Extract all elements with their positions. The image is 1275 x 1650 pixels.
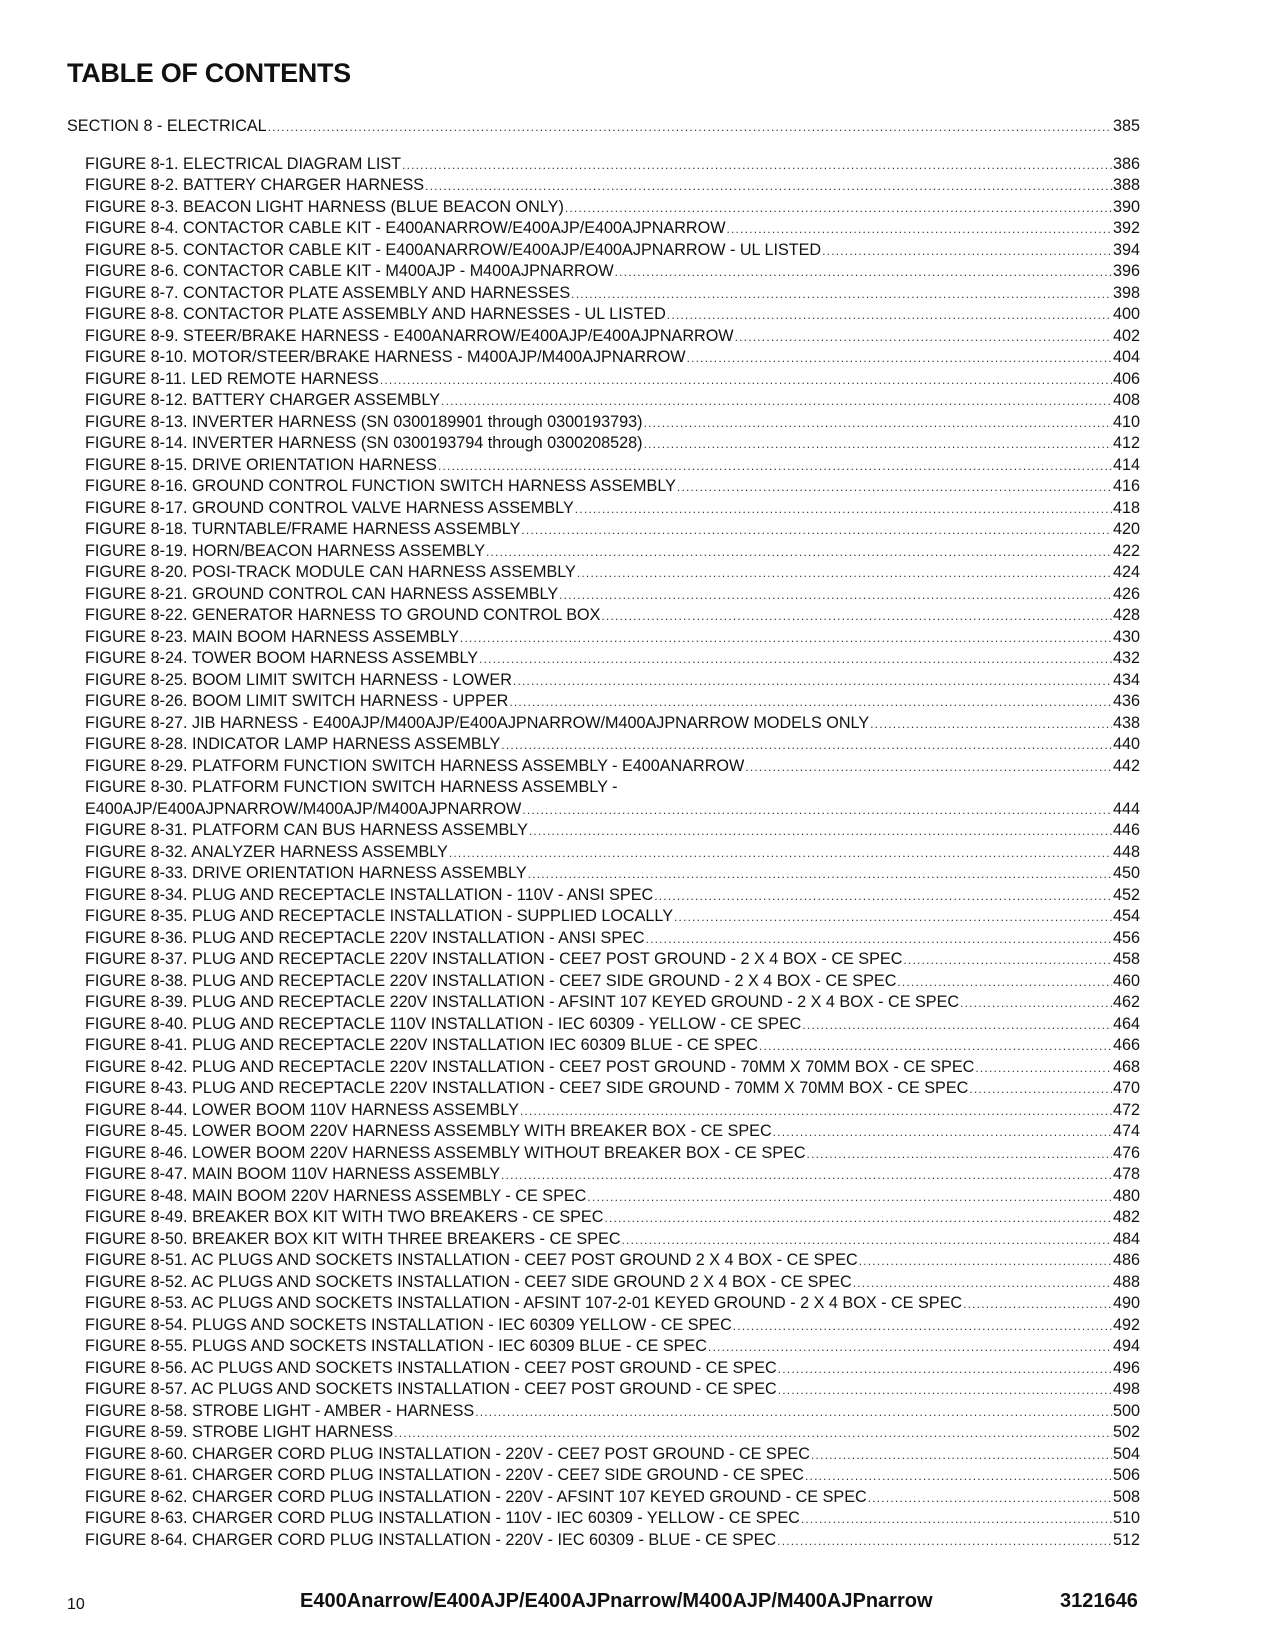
toc-figure-entry[interactable] — [67, 261, 1140, 283]
toc-entry-page: 432 — [1112, 649, 1140, 667]
toc-entry-page: 488 — [1112, 1272, 1140, 1291]
toc-leader-dots — [778, 1359, 1112, 1381]
toc-entry-page: 450 — [1112, 864, 1140, 882]
toc-leader-dots — [654, 886, 1112, 908]
toc-entry-label: FIGURE 8-35. PLUG AND RECEPTACLE INSTALLATION - SUPPLIED LOCALLY — [85, 907, 674, 925]
toc-leader-dots — [853, 1273, 1112, 1295]
toc-leader-dots — [380, 370, 1112, 392]
toc-entry-page: 392 — [1112, 219, 1140, 237]
toc-leader-dots — [587, 1187, 1112, 1209]
toc-entry-page: 412 — [1112, 434, 1140, 452]
toc-figure-entry[interactable] — [67, 949, 1140, 971]
toc-entry-label: FIGURE 8-13. INVERTER HARNESS (SN 0300189901 through 0300193793) — [85, 412, 643, 431]
footer-models: E400Anarrow/E400AJP/E400AJPnarrow/M400AJP/M400AJPnarrow — [300, 1590, 933, 1612]
toc-leader-dots — [759, 1036, 1112, 1058]
toc-figure-entry[interactable] — [67, 734, 1140, 756]
toc-entry-label: FIGURE 8-12. BATTERY CHARGER ASSEMBLY — [85, 391, 441, 409]
toc-entry-page: 506 — [1112, 1466, 1140, 1484]
toc-entry-page: 456 — [1112, 928, 1140, 947]
toc-entry-label: FIGURE 8-38. PLUG AND RECEPTACLE 220V INSTALLATION - CEE7 SIDE GROUND - 2 X 4 BOX - CE SPEC — [85, 971, 897, 990]
toc-entry-label: FIGURE 8-25. BOOM LIMIT SWITCH HARNESS - LOWER — [85, 670, 512, 689]
toc-entry-page: 390 — [1112, 197, 1140, 216]
toc-entry-label: FIGURE 8-22. GENERATOR HARNESS TO GROUND CONTROL BOX — [85, 606, 601, 624]
toc-figure-entry[interactable] — [67, 1422, 1140, 1444]
toc-entry-label: FIGURE 8-50. BREAKER BOX KIT WITH THREE BREAKERS - CE SPEC — [85, 1229, 621, 1248]
toc-leader-dots — [687, 348, 1112, 370]
toc-entry-page: 494 — [1112, 1337, 1140, 1355]
toc-entry-label: FIGURE 8-23. MAIN BOOM HARNESS ASSEMBLY — [85, 627, 459, 646]
toc-entry-page: 502 — [1112, 1423, 1140, 1441]
toc-entry-label: FIGURE 8-15. DRIVE ORIENTATION HARNESS — [85, 455, 437, 474]
toc-leader-dots — [577, 563, 1112, 585]
toc-leader-dots — [571, 284, 1112, 306]
toc-entry-label: FIGURE 8-51. AC PLUGS AND SOCKETS INSTALLATION - CEE7 POST GROUND 2 X 4 BOX - CE SPEC — [85, 1251, 858, 1269]
toc-leader-dots — [802, 1015, 1112, 1037]
toc-entry-label: FIGURE 8-29. PLATFORM FUNCTION SWITCH HARNESS ASSEMBLY - E400ANARROW — [85, 756, 745, 775]
toc-leader-dots — [726, 219, 1112, 241]
toc-figure-entry[interactable] — [67, 691, 1140, 713]
toc-entry-label: FIGURE 8-3. BEACON LIGHT HARNESS (BLUE BEACON ONLY) — [85, 197, 564, 216]
footer-page-number: 10 — [67, 1596, 85, 1613]
toc-leader-dots — [975, 1058, 1112, 1080]
toc-entry-page: 388 — [1112, 176, 1140, 194]
toc-entry-label: FIGURE 8-37. PLUG AND RECEPTACLE 220V INSTALLATION - CEE7 POST GROUND - 2 X 4 BOX - CE SPEC — [85, 950, 903, 968]
toc-entry-page: 462 — [1112, 993, 1140, 1011]
toc-entry-page: 486 — [1112, 1251, 1140, 1269]
toc-entry-page: 442 — [1112, 756, 1140, 775]
toc-entry-label: FIGURE 8-6. CONTACTOR CABLE KIT - M400AJP - M400AJPNARROW — [85, 262, 614, 280]
toc-figure-entry[interactable] — [67, 562, 1140, 584]
toc-figure-entry[interactable] — [67, 1164, 1140, 1186]
toc-figure-entry[interactable] — [67, 347, 1140, 369]
toc-figure-entry[interactable] — [67, 1121, 1140, 1143]
toc-entry-page: 416 — [1112, 477, 1140, 495]
toc-entry-label: FIGURE 8-4. CONTACTOR CABLE KIT - E400ANARROW/E400AJP/E400AJPNARROW — [85, 219, 726, 237]
toc-entry-label: FIGURE 8-26. BOOM LIMIT SWITCH HARNESS - UPPER — [85, 692, 509, 710]
toc-entry-page: 394 — [1112, 240, 1140, 259]
toc-section-entry[interactable] — [67, 116, 1140, 138]
figure-list — [67, 154, 1140, 1552]
toc-entry-label: FIGURE 8-43. PLUG AND RECEPTACLE 220V INSTALLATION - CEE7 SIDE GROUND - 70MM X 70MM BOX - CE SPEC — [85, 1079, 969, 1097]
toc-leader-dots — [644, 434, 1112, 456]
toc-entry-page: 500 — [1112, 1401, 1140, 1420]
toc-figure-entry[interactable] — [67, 863, 1140, 885]
toc-entry-label: FIGURE 8-16. GROUND CONTROL FUNCTION SWITCH HARNESS ASSEMBLY — [85, 477, 676, 495]
toc-entry-page: 434 — [1112, 670, 1140, 689]
toc-entry-label: FIGURE 8-28. INDICATOR LAMP HARNESS ASSEMBLY — [85, 735, 501, 753]
toc-entry-label: FIGURE 8-10. MOTOR/STEER/BRAKE HARNESS - M400AJP/M400AJPNARROW — [85, 348, 686, 366]
toc-entry-page: 436 — [1112, 692, 1140, 710]
toc-entry-page: 490 — [1112, 1294, 1140, 1312]
toc-entry-label: FIGURE 8-24. TOWER BOOM HARNESS ASSEMBLY — [85, 649, 479, 667]
toc-entry-page: 474 — [1112, 1122, 1140, 1140]
toc-figure-entry[interactable] — [67, 627, 1140, 649]
toc-entry-label: FIGURE 8-64. CHARGER CORD PLUG INSTALLATION - 220V - IEC 60309 - BLUE - CE SPEC — [85, 1530, 777, 1549]
toc-leader-dots — [963, 1294, 1112, 1316]
toc-entry-page: 496 — [1112, 1358, 1140, 1377]
toc-entry-label: FIGURE 8-39. PLUG AND RECEPTACLE 220V INSTALLATION - AFSINT 107 KEYED GROUND - 2 X 4 BOX - CE SPEC — [85, 993, 960, 1011]
toc-leader-dots — [513, 671, 1112, 693]
toc-leader-dots — [735, 327, 1112, 349]
toc-leader-dots — [801, 1509, 1112, 1531]
toc-leader-dots — [897, 972, 1112, 994]
toc-entry-page: 420 — [1112, 520, 1140, 538]
toc-leader-dots — [559, 585, 1112, 607]
toc-figure-entry[interactable] — [67, 584, 1140, 606]
toc-leader-dots — [438, 456, 1112, 478]
toc-leader-dots — [521, 520, 1112, 542]
toc-figure-entry[interactable] — [67, 369, 1140, 391]
toc-figure-entry[interactable] — [67, 713, 1140, 735]
toc-entry-page: 504 — [1112, 1444, 1140, 1463]
toc-entry-label: FIGURE 8-44. LOWER BOOM 110V HARNESS ASSEMBLY — [85, 1100, 519, 1119]
toc-leader-dots — [509, 692, 1112, 714]
toc-entry-label: FIGURE 8-36. PLUG AND RECEPTACLE 220V INSTALLATION - ANSI SPEC — [85, 928, 645, 947]
toc-entry-label: FIGURE 8-31. PLATFORM CAN BUS HARNESS ASSEMBLY — [85, 821, 528, 839]
toc-entry-label: FIGURE 8-59. STROBE LIGHT HARNESS — [85, 1423, 394, 1441]
toc-figure-entry[interactable] — [67, 1035, 1140, 1057]
toc-leader-dots — [859, 1251, 1112, 1273]
toc-entry-label: FIGURE 8-34. PLUG AND RECEPTACLE INSTALLATION - 110V - ANSI SPEC — [85, 885, 654, 904]
toc-entry-label: FIGURE 8-11. LED REMOTE HARNESS — [85, 369, 379, 388]
toc-leader-dots — [520, 1101, 1112, 1123]
toc-leader-dots — [674, 907, 1112, 929]
toc-figure-entry[interactable] — [67, 326, 1140, 348]
toc-leader-dots — [960, 993, 1112, 1015]
toc-leader-dots — [777, 1531, 1112, 1553]
toc-entry-label: FIGURE 8-1. ELECTRICAL DIAGRAM LIST — [85, 154, 402, 173]
toc-entry-page: 430 — [1112, 627, 1140, 646]
toc-leader-dots — [811, 1445, 1112, 1467]
toc-figure-entry[interactable] — [67, 820, 1140, 842]
toc-leader-dots — [778, 1380, 1112, 1402]
toc-figure-entry[interactable] — [67, 1143, 1140, 1165]
toc-entry-page: 398 — [1112, 283, 1140, 302]
toc-leader-dots — [615, 262, 1112, 284]
toc-entry-page: 386 — [1112, 154, 1140, 173]
toc-figure-entry[interactable] — [67, 1379, 1140, 1401]
toc-figure-entry[interactable] — [67, 1401, 1140, 1423]
toc-entry-page: 438 — [1112, 713, 1140, 732]
toc-leader-dots — [805, 1466, 1112, 1488]
toc-leader-dots — [604, 1208, 1112, 1230]
toc-figure-entry[interactable] — [67, 1229, 1140, 1251]
toc-leader-dots — [870, 714, 1112, 736]
toc-leader-dots — [773, 1122, 1112, 1144]
toc-leader-dots — [575, 499, 1112, 521]
toc-leader-dots — [486, 542, 1112, 564]
toc-figure-entry[interactable] — [67, 1057, 1140, 1079]
toc-figure-entry[interactable] — [67, 240, 1140, 262]
toc-entry-page: 385 — [1112, 117, 1140, 135]
toc-entry-page: 408 — [1112, 391, 1140, 409]
toc-leader-dots — [868, 1488, 1112, 1510]
toc-leader-dots — [522, 800, 1112, 822]
toc-entry-page: 440 — [1112, 735, 1140, 753]
toc-entry-label: FIGURE 8-47. MAIN BOOM 110V HARNESS ASSEMBLY — [85, 1165, 500, 1183]
toc-entry-label: FIGURE 8-49. BREAKER BOX KIT WITH TWO BREAKERS - CE SPEC — [85, 1208, 604, 1226]
toc-figure-entry[interactable] — [67, 1293, 1140, 1315]
toc-entry-page: 454 — [1112, 907, 1140, 925]
toc-entry-page: 410 — [1112, 412, 1140, 431]
toc-entry-label: FIGURE 8-18. TURNTABLE/FRAME HARNESS ASSEMBLY — [85, 520, 521, 538]
toc-figure-entry[interactable] — [67, 648, 1140, 670]
toc-entry-label: FIGURE 8-2. BATTERY CHARGER HARNESS — [85, 176, 425, 194]
toc-figure-entry[interactable] — [67, 1465, 1140, 1487]
toc-entry-page: 498 — [1112, 1380, 1140, 1398]
toc-leader-dots — [528, 864, 1112, 886]
toc-figure-entry[interactable] — [67, 1078, 1140, 1100]
toc-entry-page: 476 — [1112, 1143, 1140, 1162]
toc-entry-label-continuation: E400AJP/E400AJPNARROW/M400AJP/M400AJPNARROW — [85, 799, 522, 818]
toc-figure-entry[interactable] — [67, 498, 1140, 520]
toc-entry-label: FIGURE 8-41. PLUG AND RECEPTACLE 220V INSTALLATION IEC 60309 BLUE - CE SPEC — [85, 1036, 758, 1054]
toc-entry-label: FIGURE 8-30. PLATFORM FUNCTION SWITCH HARNESS ASSEMBLY - — [85, 778, 618, 796]
toc-entry-page: 448 — [1112, 842, 1140, 861]
toc-figure-entry[interactable] — [67, 433, 1140, 455]
toc-figure-entry[interactable] — [67, 1207, 1140, 1229]
toc-leader-dots — [501, 1165, 1112, 1187]
toc-figure-entry[interactable] — [67, 670, 1140, 692]
toc-leader-dots — [441, 391, 1112, 413]
toc-figure-entry[interactable] — [67, 605, 1140, 627]
toc-figure-entry[interactable] — [67, 1444, 1140, 1466]
toc-leader-dots — [479, 649, 1112, 671]
toc-leader-dots — [268, 117, 1112, 139]
toc-figure-entry[interactable] — [67, 175, 1140, 197]
toc-entry-page: 446 — [1112, 821, 1140, 839]
toc-entry-label: FIGURE 8-55. PLUGS AND SOCKETS INSTALLATION - IEC 60309 BLUE - CE SPEC — [85, 1337, 707, 1355]
toc-entry-page: 510 — [1112, 1509, 1140, 1527]
toc-leader-dots — [425, 176, 1112, 198]
toc-entry-page: 428 — [1112, 606, 1140, 624]
toc-leader-dots — [529, 821, 1112, 843]
toc-leader-dots — [501, 735, 1112, 757]
toc-entry-page: 480 — [1112, 1186, 1140, 1205]
toc-leader-dots — [822, 241, 1112, 263]
toc-leader-dots — [449, 843, 1112, 865]
toc-entry-label: FIGURE 8-40. PLUG AND RECEPTACLE 110V INSTALLATION - IEC 60309 - YELLOW - CE SPEC — [85, 1014, 802, 1033]
toc-entry-label: FIGURE 8-7. CONTACTOR PLATE ASSEMBLY AND HARNESSES — [85, 283, 571, 302]
toc-figure-entry[interactable] — [67, 1530, 1140, 1552]
toc-figure-entry[interactable] — [67, 1336, 1140, 1358]
toc-leader-dots — [601, 606, 1112, 628]
toc-entry-page: 484 — [1112, 1229, 1140, 1248]
page-footer — [0, 1588, 1275, 1618]
toc-figure-entry[interactable] — [67, 304, 1140, 326]
toc-entry-label: FIGURE 8-8. CONTACTOR PLATE ASSEMBLY AND HARNESSES - UL LISTED — [85, 305, 666, 323]
toc-entry-page: 444 — [1112, 799, 1140, 818]
toc-entry-label: FIGURE 8-46. LOWER BOOM 220V HARNESS ASSEMBLY WITHOUT BREAKER BOX - CE SPEC — [85, 1143, 806, 1162]
toc-entry-page: 458 — [1112, 950, 1140, 968]
toc-entry-label: FIGURE 8-5. CONTACTOR CABLE KIT - E400ANARROW/E400AJP/E400AJPNARROW - UL LISTED — [85, 240, 822, 259]
toc-figure-entry[interactable] — [67, 928, 1140, 950]
toc-figure-entry[interactable] — [67, 1272, 1140, 1294]
toc-entry-label: FIGURE 8-54. PLUGS AND SOCKETS INSTALLATION - IEC 60309 YELLOW - CE SPEC — [85, 1315, 732, 1334]
toc-leader-dots — [402, 155, 1112, 177]
toc-figure-entry[interactable] — [67, 476, 1140, 498]
toc-entry-page: 466 — [1112, 1036, 1140, 1054]
toc-leader-dots — [394, 1423, 1112, 1445]
toc-entry-page: 414 — [1112, 455, 1140, 474]
toc-entry-page: 492 — [1112, 1315, 1140, 1334]
toc-figure-entry[interactable] — [67, 756, 1140, 778]
toc-figure-entry[interactable] — [67, 154, 1140, 176]
toc-entry-label: FIGURE 8-48. MAIN BOOM 220V HARNESS ASSEMBLY - CE SPEC — [85, 1186, 587, 1205]
toc-entry-page: 482 — [1112, 1208, 1140, 1226]
toc-figure-entry[interactable] — [67, 992, 1140, 1014]
toc-entry-page: 396 — [1112, 262, 1140, 280]
toc-entry-label: FIGURE 8-60. CHARGER CORD PLUG INSTALLATION - 220V - CEE7 POST GROUND - CE SPEC — [85, 1444, 810, 1463]
toc-leader-dots — [646, 929, 1112, 951]
toc-figure-entry[interactable] — [67, 541, 1140, 563]
toc-entry-page: 426 — [1112, 584, 1140, 603]
toc-entry-label: SECTION 8 - ELECTRICAL — [67, 117, 267, 135]
toc-figure-entry-continuation[interactable] — [67, 799, 1140, 821]
toc-entry-label: FIGURE 8-19. HORN/BEACON HARNESS ASSEMBLY — [85, 541, 485, 560]
toc-leader-dots — [644, 413, 1112, 435]
toc-figure-entry[interactable] — [67, 1100, 1140, 1122]
toc-leader-dots — [667, 305, 1112, 327]
toc-entry-page: 478 — [1112, 1165, 1140, 1183]
page-title: TABLE OF CONTENTS — [67, 58, 351, 88]
toc-leader-dots — [807, 1144, 1112, 1166]
toc-entry-page: 400 — [1112, 305, 1140, 323]
toc-entry-label: FIGURE 8-42. PLUG AND RECEPTACLE 220V INSTALLATION - CEE7 POST GROUND - 70MM X 70MM BOX - CE SPEC — [85, 1057, 975, 1076]
toc-entry-label: FIGURE 8-63. CHARGER CORD PLUG INSTALLATION - 110V - IEC 60309 - YELLOW - CE SPEC — [85, 1509, 800, 1527]
toc-leader-dots — [969, 1079, 1112, 1101]
toc-figure-entry[interactable] — [67, 1487, 1140, 1509]
toc-entry-page: 452 — [1112, 885, 1140, 904]
toc-entry-label: FIGURE 8-56. AC PLUGS AND SOCKETS INSTALLATION - CEE7 POST GROUND - CE SPEC — [85, 1358, 777, 1377]
toc-leader-dots — [475, 1402, 1112, 1424]
toc-leader-dots — [565, 198, 1112, 220]
toc-leader-dots — [460, 628, 1112, 650]
toc-entry-label: FIGURE 8-53. AC PLUGS AND SOCKETS INSTALLATION - AFSINT 107-2-01 KEYED GROUND - 2 X 4 BOX - CE SPEC — [85, 1294, 963, 1312]
toc-entry-label: FIGURE 8-58. STROBE LIGHT - AMBER - HARNESS — [85, 1401, 475, 1420]
toc-leader-dots — [622, 1230, 1112, 1252]
toc-leader-dots — [708, 1337, 1112, 1359]
toc-entry-page: 406 — [1112, 369, 1140, 388]
toc-entry-label: FIGURE 8-33. DRIVE ORIENTATION HARNESS ASSEMBLY — [85, 864, 527, 882]
toc-leader-dots — [745, 757, 1112, 779]
toc-figure-entry[interactable] — [67, 842, 1140, 864]
toc-figure-entry[interactable] — [67, 885, 1140, 907]
toc-entry-label: FIGURE 8-27. JIB HARNESS - E400AJP/M400AJP/E400AJPNARROW/M400AJPNARROW MODELS ONLY — [85, 713, 870, 732]
toc-entry-page: 422 — [1112, 541, 1140, 560]
toc-entry-page: 404 — [1112, 348, 1140, 366]
toc-entry-label: FIGURE 8-17. GROUND CONTROL VALVE HARNESS ASSEMBLY — [85, 498, 574, 517]
toc-entry-label: FIGURE 8-52. AC PLUGS AND SOCKETS INSTALLATION - CEE7 SIDE GROUND 2 X 4 BOX - CE SPEC — [85, 1272, 852, 1291]
toc-entry-label: FIGURE 8-21. GROUND CONTROL CAN HARNESS ASSEMBLY — [85, 584, 559, 603]
toc-leader-dots — [677, 477, 1112, 499]
toc-figure-entry[interactable] — [67, 1250, 1140, 1272]
toc-entry-label: FIGURE 8-20. POSI-TRACK MODULE CAN HARNESS ASSEMBLY — [85, 563, 576, 581]
toc-entry-label: FIGURE 8-9. STEER/BRAKE HARNESS - E400ANARROW/E400AJP/E400AJPNARROW — [85, 326, 734, 345]
toc-entry-page: 468 — [1112, 1057, 1140, 1076]
toc-entry-label: FIGURE 8-14. INVERTER HARNESS (SN 0300193794 through 0300208528) — [85, 434, 643, 452]
toc-figure-entry[interactable] — [67, 455, 1140, 477]
toc-list — [67, 116, 1140, 1551]
toc-figure-entry[interactable] — [67, 283, 1140, 305]
toc-figure-entry[interactable] — [67, 1358, 1140, 1380]
toc-entry-page: 402 — [1112, 326, 1140, 345]
toc-entry-label: FIGURE 8-45. LOWER BOOM 220V HARNESS ASSEMBLY WITH BREAKER BOX - CE SPEC — [85, 1122, 772, 1140]
toc-figure-entry[interactable] — [67, 218, 1140, 240]
toc-leader-dots — [903, 950, 1112, 972]
toc-entry-page: 472 — [1112, 1100, 1140, 1119]
toc-figure-entry[interactable] — [67, 906, 1140, 928]
toc-entry-label: FIGURE 8-62. CHARGER CORD PLUG INSTALLATION - 220V - AFSINT 107 KEYED GROUND - CE SPEC — [85, 1487, 867, 1506]
toc-entry-page: 508 — [1112, 1487, 1140, 1506]
toc-figure-entry[interactable] — [67, 971, 1140, 993]
toc-figure-entry[interactable] — [67, 390, 1140, 412]
toc-figure-entry[interactable] — [67, 519, 1140, 541]
toc-entry-page: 424 — [1112, 563, 1140, 581]
toc-entry-page: 512 — [1112, 1530, 1140, 1549]
toc-entry-label: FIGURE 8-57. AC PLUGS AND SOCKETS INSTALLATION - CEE7 POST GROUND - CE SPEC — [85, 1380, 777, 1398]
toc-entry-page: 464 — [1112, 1014, 1140, 1033]
toc-figure-entry[interactable] — [67, 412, 1140, 434]
toc-entry-label: FIGURE 8-61. CHARGER CORD PLUG INSTALLATION - 220V - CEE7 SIDE GROUND - CE SPEC — [85, 1466, 804, 1484]
toc-figure-entry[interactable] — [67, 777, 1140, 799]
toc-figure-entry[interactable] — [67, 1014, 1140, 1036]
toc-entry-page: 460 — [1112, 971, 1140, 990]
toc-entry-label: FIGURE 8-32. ANALYZER HARNESS ASSEMBLY — [85, 842, 448, 861]
toc-figure-entry[interactable] — [67, 197, 1140, 219]
toc-figure-entry[interactable] — [67, 1508, 1140, 1530]
toc-entry-page: 418 — [1112, 498, 1140, 517]
toc-leader-dots — [733, 1316, 1112, 1338]
toc-figure-entry[interactable] — [67, 1315, 1140, 1337]
toc-entry-page: 470 — [1112, 1079, 1140, 1097]
footer-doc-number: 3121646 — [1060, 1590, 1138, 1612]
toc-figure-entry[interactable] — [67, 1186, 1140, 1208]
